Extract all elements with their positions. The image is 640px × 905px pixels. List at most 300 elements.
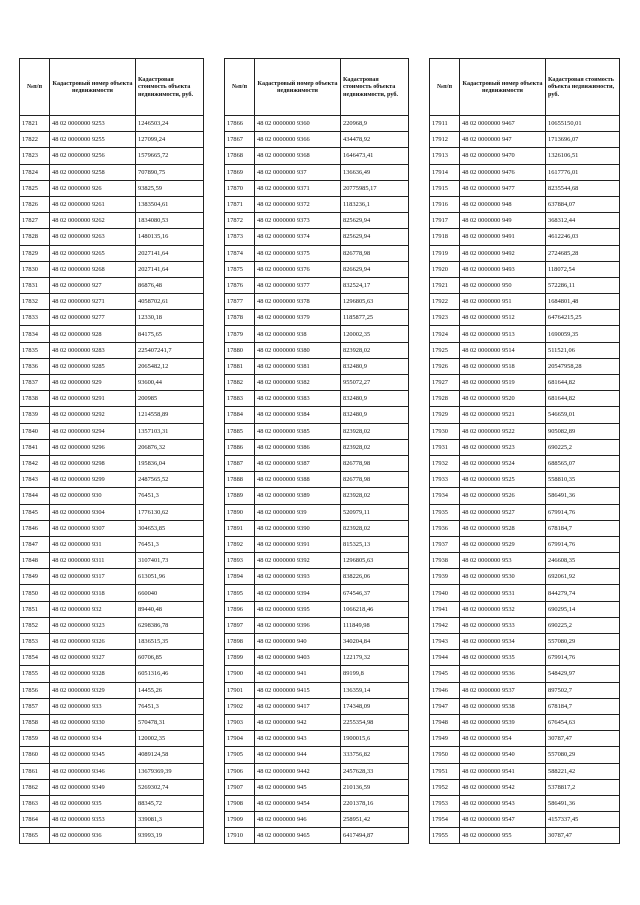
table-row <box>225 504 409 520</box>
table-header-row <box>430 59 620 116</box>
table-row <box>430 650 620 666</box>
row-number-cell: 17900 <box>225 666 255 682</box>
table-row <box>430 714 620 730</box>
cadastral-cost-cell: 1646473,41 <box>341 148 409 164</box>
cadastral-number-cell: 48 02 0000000 9467 <box>460 116 546 132</box>
row-number-cell: 17873 <box>225 229 255 245</box>
cadastral-cost-cell: 844279,74 <box>546 585 620 601</box>
cadastral-cost-cell: 64764215,25 <box>546 310 620 326</box>
cadastral-number-cell: 48 02 0000000 9518 <box>460 358 546 374</box>
row-number-cell: 17884 <box>225 407 255 423</box>
row-number-cell: 17920 <box>430 261 460 277</box>
cadastral-number-cell: 48 02 0000000 9512 <box>460 310 546 326</box>
cadastral-cost-cell: 174348,09 <box>341 698 409 714</box>
cadastral-cost-cell: 679914,76 <box>546 536 620 552</box>
row-number-cell: 17877 <box>225 294 255 310</box>
row-number-cell: 17904 <box>225 731 255 747</box>
cadastral-cost-cell: 200985 <box>136 391 204 407</box>
cadastral-number-cell: 48 02 0000000 9375 <box>255 245 341 261</box>
cadastral-cost-cell: 572286,11 <box>546 277 620 293</box>
cadastral-cost-cell: 681644,82 <box>546 391 620 407</box>
cadastral-cost-cell: 1214558,89 <box>136 407 204 423</box>
table-row <box>430 520 620 536</box>
cadastral-number-cell: 48 02 0000000 9353 <box>50 812 136 828</box>
cadastral-number-cell: 48 02 0000000 9547 <box>460 812 546 828</box>
cadastral-cost-cell: 60706,85 <box>136 650 204 666</box>
cadastral-number-cell: 48 02 0000000 9386 <box>255 439 341 455</box>
cadastral-cost-cell: 2027141,64 <box>136 245 204 261</box>
cadastral-cost-cell: 546659,01 <box>546 407 620 423</box>
cadastral-number-cell: 48 02 0000000 930 <box>50 488 136 504</box>
table-row <box>225 326 409 342</box>
table-row <box>225 747 409 763</box>
cadastral-number-cell: 48 02 0000000 9532 <box>460 601 546 617</box>
table-row <box>430 634 620 650</box>
header-num: №п/п <box>20 59 50 116</box>
table-row <box>430 407 620 423</box>
table-row <box>430 164 620 180</box>
row-number-cell: 17889 <box>225 488 255 504</box>
cadastral-number-cell: 48 02 0000000 9540 <box>460 747 546 763</box>
cadastral-cost-cell: 8235544,68 <box>546 180 620 196</box>
row-number-cell: 17855 <box>20 666 50 682</box>
row-number-cell: 17829 <box>20 245 50 261</box>
cadastral-number-cell: 48 02 0000000 9381 <box>255 358 341 374</box>
table-row <box>430 358 620 374</box>
table-row <box>20 391 204 407</box>
row-number-cell: 17921 <box>430 277 460 293</box>
table-row <box>225 666 409 682</box>
cadastral-number-cell: 48 02 0000000 9374 <box>255 229 341 245</box>
row-number-cell: 17849 <box>20 569 50 585</box>
row-number-cell: 17947 <box>430 698 460 714</box>
row-number-cell: 17932 <box>430 455 460 471</box>
table-row <box>430 116 620 132</box>
cadastral-cost-cell: 76451,3 <box>136 698 204 714</box>
cadastral-cost-cell: 88345,72 <box>136 795 204 811</box>
cadastral-cost-cell: 1183236,1 <box>341 196 409 212</box>
row-number-cell: 17929 <box>430 407 460 423</box>
cadastral-number-cell: 48 02 0000000 9388 <box>255 472 341 488</box>
row-number-cell: 17848 <box>20 553 50 569</box>
row-number-cell: 17869 <box>225 164 255 180</box>
cadastral-number-cell: 48 02 0000000 948 <box>460 196 546 212</box>
cadastral-cost-cell: 6298386,78 <box>136 617 204 633</box>
cadastral-number-cell: 48 02 0000000 9415 <box>255 682 341 698</box>
cadastral-number-cell: 48 02 0000000 9391 <box>255 536 341 552</box>
cadastral-number-cell: 48 02 0000000 9256 <box>50 148 136 164</box>
row-number-cell: 17860 <box>20 747 50 763</box>
table-row <box>430 375 620 391</box>
cadastral-cost-cell: 1296805,63 <box>341 553 409 569</box>
cadastral-cost-cell: 2201378,16 <box>341 795 409 811</box>
row-number-cell: 17874 <box>225 245 255 261</box>
table-row <box>20 779 204 795</box>
cadastral-cost-cell: 210136,59 <box>341 779 409 795</box>
table-row <box>225 698 409 714</box>
row-number-cell: 17866 <box>225 116 255 132</box>
cadastral-number-cell: 48 02 0000000 9394 <box>255 585 341 601</box>
cadastral-cost-cell: 225407241,7 <box>136 342 204 358</box>
table-row <box>430 553 620 569</box>
cadastral-cost-cell: 588221,42 <box>546 763 620 779</box>
row-number-cell: 17858 <box>20 714 50 730</box>
table-row <box>225 731 409 747</box>
row-number-cell: 17879 <box>225 326 255 342</box>
cadastral-number-cell: 48 02 0000000 927 <box>50 277 136 293</box>
cadastral-number-cell: 48 02 0000000 9417 <box>255 698 341 714</box>
row-number-cell: 17856 <box>20 682 50 698</box>
cadastral-number-cell: 48 02 0000000 9255 <box>50 132 136 148</box>
table-row <box>20 375 204 391</box>
cadastral-cost-cell: 678184,7 <box>546 520 620 536</box>
cadastral-number-cell: 48 02 0000000 945 <box>255 779 341 795</box>
row-number-cell: 17955 <box>430 828 460 844</box>
table-row <box>20 569 204 585</box>
cadastral-cost-cell: 676454,63 <box>546 714 620 730</box>
row-number-cell: 17853 <box>20 634 50 650</box>
row-number-cell: 17893 <box>225 553 255 569</box>
table-row <box>225 277 409 293</box>
row-number-cell: 17838 <box>20 391 50 407</box>
cadastral-cost-cell: 20547958,28 <box>546 358 620 374</box>
table-row <box>225 391 409 407</box>
cadastral-cost-cell: 570478,31 <box>136 714 204 730</box>
cadastral-number-cell: 48 02 0000000 9323 <box>50 617 136 633</box>
cadastral-number-cell: 48 02 0000000 9318 <box>50 585 136 601</box>
cadastral-cost-cell: 368312,44 <box>546 213 620 229</box>
table-row <box>430 682 620 698</box>
table-row <box>430 795 620 811</box>
table-row <box>20 682 204 698</box>
cadastral-number-cell: 48 02 0000000 9403 <box>255 650 341 666</box>
row-number-cell: 17909 <box>225 812 255 828</box>
cadastral-number-cell: 48 02 0000000 9265 <box>50 245 136 261</box>
cadastral-cost-cell: 136636,49 <box>341 164 409 180</box>
table-row <box>430 180 620 196</box>
table-row <box>225 164 409 180</box>
cadastral-cost-cell: 20775985,17 <box>341 180 409 196</box>
cadastral-number-cell: 48 02 0000000 9262 <box>50 213 136 229</box>
cadastral-cost-cell: 557080,29 <box>546 747 620 763</box>
table-row <box>225 520 409 536</box>
row-number-cell: 17827 <box>20 213 50 229</box>
row-number-cell: 17831 <box>20 277 50 293</box>
row-number-cell: 17828 <box>20 229 50 245</box>
table-row <box>20 310 204 326</box>
cadastral-number-cell: 48 02 0000000 926 <box>50 180 136 196</box>
cadastral-number-cell: 48 02 0000000 9491 <box>460 229 546 245</box>
table-row <box>225 488 409 504</box>
cadastral-number-cell: 48 02 0000000 929 <box>50 375 136 391</box>
cadastral-number-cell: 48 02 0000000 9523 <box>460 439 546 455</box>
cadastral-cost-cell: 93825,59 <box>136 180 204 196</box>
table-row <box>430 666 620 682</box>
cadastral-cost-cell: 688565,07 <box>546 455 620 471</box>
table-row <box>20 358 204 374</box>
cadastral-number-cell: 48 02 0000000 9328 <box>50 666 136 682</box>
cadastral-cost-cell: 4157337,45 <box>546 812 620 828</box>
table-row <box>20 698 204 714</box>
cadastral-cost-cell: 1357103,31 <box>136 423 204 439</box>
row-number-cell: 17836 <box>20 358 50 374</box>
table-row <box>20 277 204 293</box>
cadastral-number-cell: 48 02 0000000 9465 <box>255 828 341 844</box>
table-row <box>430 439 620 455</box>
row-number-cell: 17922 <box>430 294 460 310</box>
cadastral-number-cell: 48 02 0000000 9529 <box>460 536 546 552</box>
cadastral-number-cell: 48 02 0000000 9263 <box>50 229 136 245</box>
row-number-cell: 17861 <box>20 763 50 779</box>
cadastral-number-cell: 48 02 0000000 934 <box>50 731 136 747</box>
table-row <box>225 148 409 164</box>
row-number-cell: 17883 <box>225 391 255 407</box>
cadastral-number-cell: 48 02 0000000 955 <box>460 828 546 844</box>
cadastral-number-cell: 48 02 0000000 9253 <box>50 116 136 132</box>
cadastral-number-cell: 48 02 0000000 954 <box>460 731 546 747</box>
cadastral-number-cell: 48 02 0000000 9514 <box>460 342 546 358</box>
cadastral-cost-cell: 679914,76 <box>546 650 620 666</box>
cadastral-number-cell: 48 02 0000000 9304 <box>50 504 136 520</box>
table-row <box>225 229 409 245</box>
header-cadastral-cost: Кадастровая стоимость объекта недвижимости, руб. <box>136 59 204 116</box>
cadastral-number-cell: 48 02 0000000 950 <box>460 277 546 293</box>
row-number-cell: 17834 <box>20 326 50 342</box>
cadastral-number-cell: 48 02 0000000 9372 <box>255 196 341 212</box>
cadastral-number-cell: 48 02 0000000 942 <box>255 714 341 730</box>
cadastral-cost-cell: 86876,48 <box>136 277 204 293</box>
table-row <box>225 423 409 439</box>
row-number-cell: 17952 <box>430 779 460 795</box>
cadastral-number-cell: 48 02 0000000 928 <box>50 326 136 342</box>
table-row <box>430 569 620 585</box>
cadastral-cost-cell: 1185877,25 <box>341 310 409 326</box>
table-row <box>430 196 620 212</box>
table-row <box>20 601 204 617</box>
row-number-cell: 17890 <box>225 504 255 520</box>
cadastral-cost-cell: 1480135,16 <box>136 229 204 245</box>
cadastral-cost-cell: 4612246,03 <box>546 229 620 245</box>
cadastral-cost-cell: 5269302,74 <box>136 779 204 795</box>
row-number-cell: 17953 <box>430 795 460 811</box>
table-row <box>430 391 620 407</box>
table-row <box>225 407 409 423</box>
cadastral-number-cell: 48 02 0000000 949 <box>460 213 546 229</box>
table-row <box>20 763 204 779</box>
row-number-cell: 17880 <box>225 342 255 358</box>
table-row <box>430 536 620 552</box>
cadastral-cost-cell: 826778,98 <box>341 455 409 471</box>
row-number-cell: 17915 <box>430 180 460 196</box>
cadastral-number-cell: 48 02 0000000 937 <box>255 164 341 180</box>
row-number-cell: 17885 <box>225 423 255 439</box>
row-number-cell: 17930 <box>430 423 460 439</box>
row-number-cell: 17941 <box>430 601 460 617</box>
table-row <box>225 795 409 811</box>
table-row <box>430 342 620 358</box>
table-header-row <box>20 59 204 116</box>
row-number-cell: 17944 <box>430 650 460 666</box>
cadastral-cost-cell: 1066218,46 <box>341 601 409 617</box>
table-row <box>225 261 409 277</box>
table-row <box>225 375 409 391</box>
table-row <box>430 617 620 633</box>
cadastral-cost-cell: 2065482,12 <box>136 358 204 374</box>
cadastral-number-cell: 48 02 0000000 9524 <box>460 455 546 471</box>
cadastral-cost-cell: 30787,47 <box>546 828 620 844</box>
table-row <box>430 731 620 747</box>
cadastral-number-cell: 48 02 0000000 9442 <box>255 763 341 779</box>
row-number-cell: 17910 <box>225 828 255 844</box>
table-row <box>20 747 204 763</box>
table-row <box>20 132 204 148</box>
table-row <box>20 164 204 180</box>
cadastral-number-cell: 48 02 0000000 9389 <box>255 488 341 504</box>
row-number-cell: 17876 <box>225 277 255 293</box>
row-number-cell: 17862 <box>20 779 50 795</box>
row-number-cell: 17913 <box>430 148 460 164</box>
table-row <box>225 779 409 795</box>
row-number-cell: 17931 <box>430 439 460 455</box>
table-row <box>20 229 204 245</box>
row-number-cell: 17945 <box>430 666 460 682</box>
row-number-cell: 17895 <box>225 585 255 601</box>
table-row <box>20 261 204 277</box>
table-row <box>225 536 409 552</box>
cadastral-number-cell: 48 02 0000000 9371 <box>255 180 341 196</box>
row-number-cell: 17867 <box>225 132 255 148</box>
cadastral-cost-cell: 826778,98 <box>341 472 409 488</box>
table-row <box>20 213 204 229</box>
cadastral-cost-cell: 613051,96 <box>136 569 204 585</box>
cadastral-cost-cell: 12330,18 <box>136 310 204 326</box>
cadastral-cost-cell: 707890,75 <box>136 164 204 180</box>
row-number-cell: 17887 <box>225 455 255 471</box>
cadastral-cost-cell: 955072,27 <box>341 375 409 391</box>
cadastral-number-cell: 48 02 0000000 9392 <box>255 553 341 569</box>
cadastral-number-cell: 48 02 0000000 9349 <box>50 779 136 795</box>
row-number-cell: 17823 <box>20 148 50 164</box>
cadastral-cost-cell: 832480,9 <box>341 358 409 374</box>
table-row <box>20 666 204 682</box>
table-row <box>430 132 620 148</box>
table-row <box>430 828 620 844</box>
cadastral-number-cell: 48 02 0000000 9539 <box>460 714 546 730</box>
row-number-cell: 17946 <box>430 682 460 698</box>
cadastral-cost-cell: 548429,97 <box>546 666 620 682</box>
cadastral-number-cell: 48 02 0000000 933 <box>50 698 136 714</box>
cadastral-number-cell: 48 02 0000000 9268 <box>50 261 136 277</box>
table-row <box>225 358 409 374</box>
table-row <box>430 213 620 229</box>
table-row <box>20 180 204 196</box>
cadastral-number-cell: 48 02 0000000 931 <box>50 536 136 552</box>
cadastral-cost-cell: 2724685,28 <box>546 245 620 261</box>
cadastral-number-cell: 48 02 0000000 9326 <box>50 634 136 650</box>
row-number-cell: 17857 <box>20 698 50 714</box>
cadastral-number-cell: 48 02 0000000 9522 <box>460 423 546 439</box>
row-number-cell: 17852 <box>20 617 50 633</box>
cadastral-cost-cell: 2487565,52 <box>136 472 204 488</box>
cadastral-number-cell: 48 02 0000000 9538 <box>460 698 546 714</box>
table-row <box>430 601 620 617</box>
table-row <box>20 731 204 747</box>
row-number-cell: 17914 <box>430 164 460 180</box>
cadastral-number-cell: 48 02 0000000 951 <box>460 294 546 310</box>
cadastral-cost-cell: 13679369,39 <box>136 763 204 779</box>
row-number-cell: 17843 <box>20 472 50 488</box>
row-number-cell: 17821 <box>20 116 50 132</box>
row-number-cell: 17951 <box>430 763 460 779</box>
row-number-cell: 17841 <box>20 439 50 455</box>
cadastral-cost-cell: 823928,02 <box>341 520 409 536</box>
cadastral-cost-cell: 1690059,35 <box>546 326 620 342</box>
cadastral-number-cell: 48 02 0000000 9519 <box>460 375 546 391</box>
row-number-cell: 17842 <box>20 455 50 471</box>
cadastral-number-cell: 48 02 0000000 9528 <box>460 520 546 536</box>
table-row <box>430 326 620 342</box>
row-number-cell: 17917 <box>430 213 460 229</box>
cadastral-cost-cell: 1383504,61 <box>136 196 204 212</box>
cadastral-number-cell: 48 02 0000000 9327 <box>50 650 136 666</box>
row-number-cell: 17835 <box>20 342 50 358</box>
table-row <box>430 779 620 795</box>
table-row <box>225 213 409 229</box>
cadastral-number-cell: 48 02 0000000 9534 <box>460 634 546 650</box>
table-row <box>20 634 204 650</box>
cadastral-number-cell: 48 02 0000000 9377 <box>255 277 341 293</box>
table-row <box>225 196 409 212</box>
cadastral-number-cell: 48 02 0000000 9382 <box>255 375 341 391</box>
table-row <box>20 326 204 342</box>
row-number-cell: 17892 <box>225 536 255 552</box>
cadastral-number-cell: 48 02 0000000 9526 <box>460 488 546 504</box>
cadastral-cost-cell: 246608,35 <box>546 553 620 569</box>
row-number-cell: 17865 <box>20 828 50 844</box>
cadastral-cost-cell: 558810,35 <box>546 472 620 488</box>
cadastral-number-cell: 48 02 0000000 9492 <box>460 245 546 261</box>
table-body <box>225 116 409 844</box>
cadastral-cost-cell: 10655150,01 <box>546 116 620 132</box>
row-number-cell: 17954 <box>430 812 460 828</box>
row-number-cell: 17901 <box>225 682 255 698</box>
table-row <box>225 294 409 310</box>
cadastral-cost-cell: 826629,94 <box>341 261 409 277</box>
table-row <box>20 342 204 358</box>
cadastral-cost-cell: 3107401,73 <box>136 553 204 569</box>
cadastral-number-cell: 48 02 0000000 943 <box>255 731 341 747</box>
table-row <box>225 132 409 148</box>
cadastral-number-cell: 48 02 0000000 9261 <box>50 196 136 212</box>
row-number-cell: 17863 <box>20 795 50 811</box>
table-row <box>430 229 620 245</box>
row-number-cell: 17938 <box>430 553 460 569</box>
cadastral-cost-cell: 637884,07 <box>546 196 620 212</box>
row-number-cell: 17934 <box>430 488 460 504</box>
row-number-cell: 17919 <box>430 245 460 261</box>
row-number-cell: 17937 <box>430 536 460 552</box>
table-row <box>225 601 409 617</box>
cadastral-cost-cell: 557080,29 <box>546 634 620 650</box>
cadastral-cost-cell: 1900015,6 <box>341 731 409 747</box>
row-number-cell: 17830 <box>20 261 50 277</box>
row-number-cell: 17851 <box>20 601 50 617</box>
header-cadastral-number: Кадастровый номер объекта недвижимости <box>255 59 341 116</box>
cadastral-cost-cell: 1684801,48 <box>546 294 620 310</box>
cadastral-cost-cell: 825629,94 <box>341 229 409 245</box>
cadastral-number-cell: 48 02 0000000 9393 <box>255 569 341 585</box>
cadastral-cost-cell: 1836515,35 <box>136 634 204 650</box>
